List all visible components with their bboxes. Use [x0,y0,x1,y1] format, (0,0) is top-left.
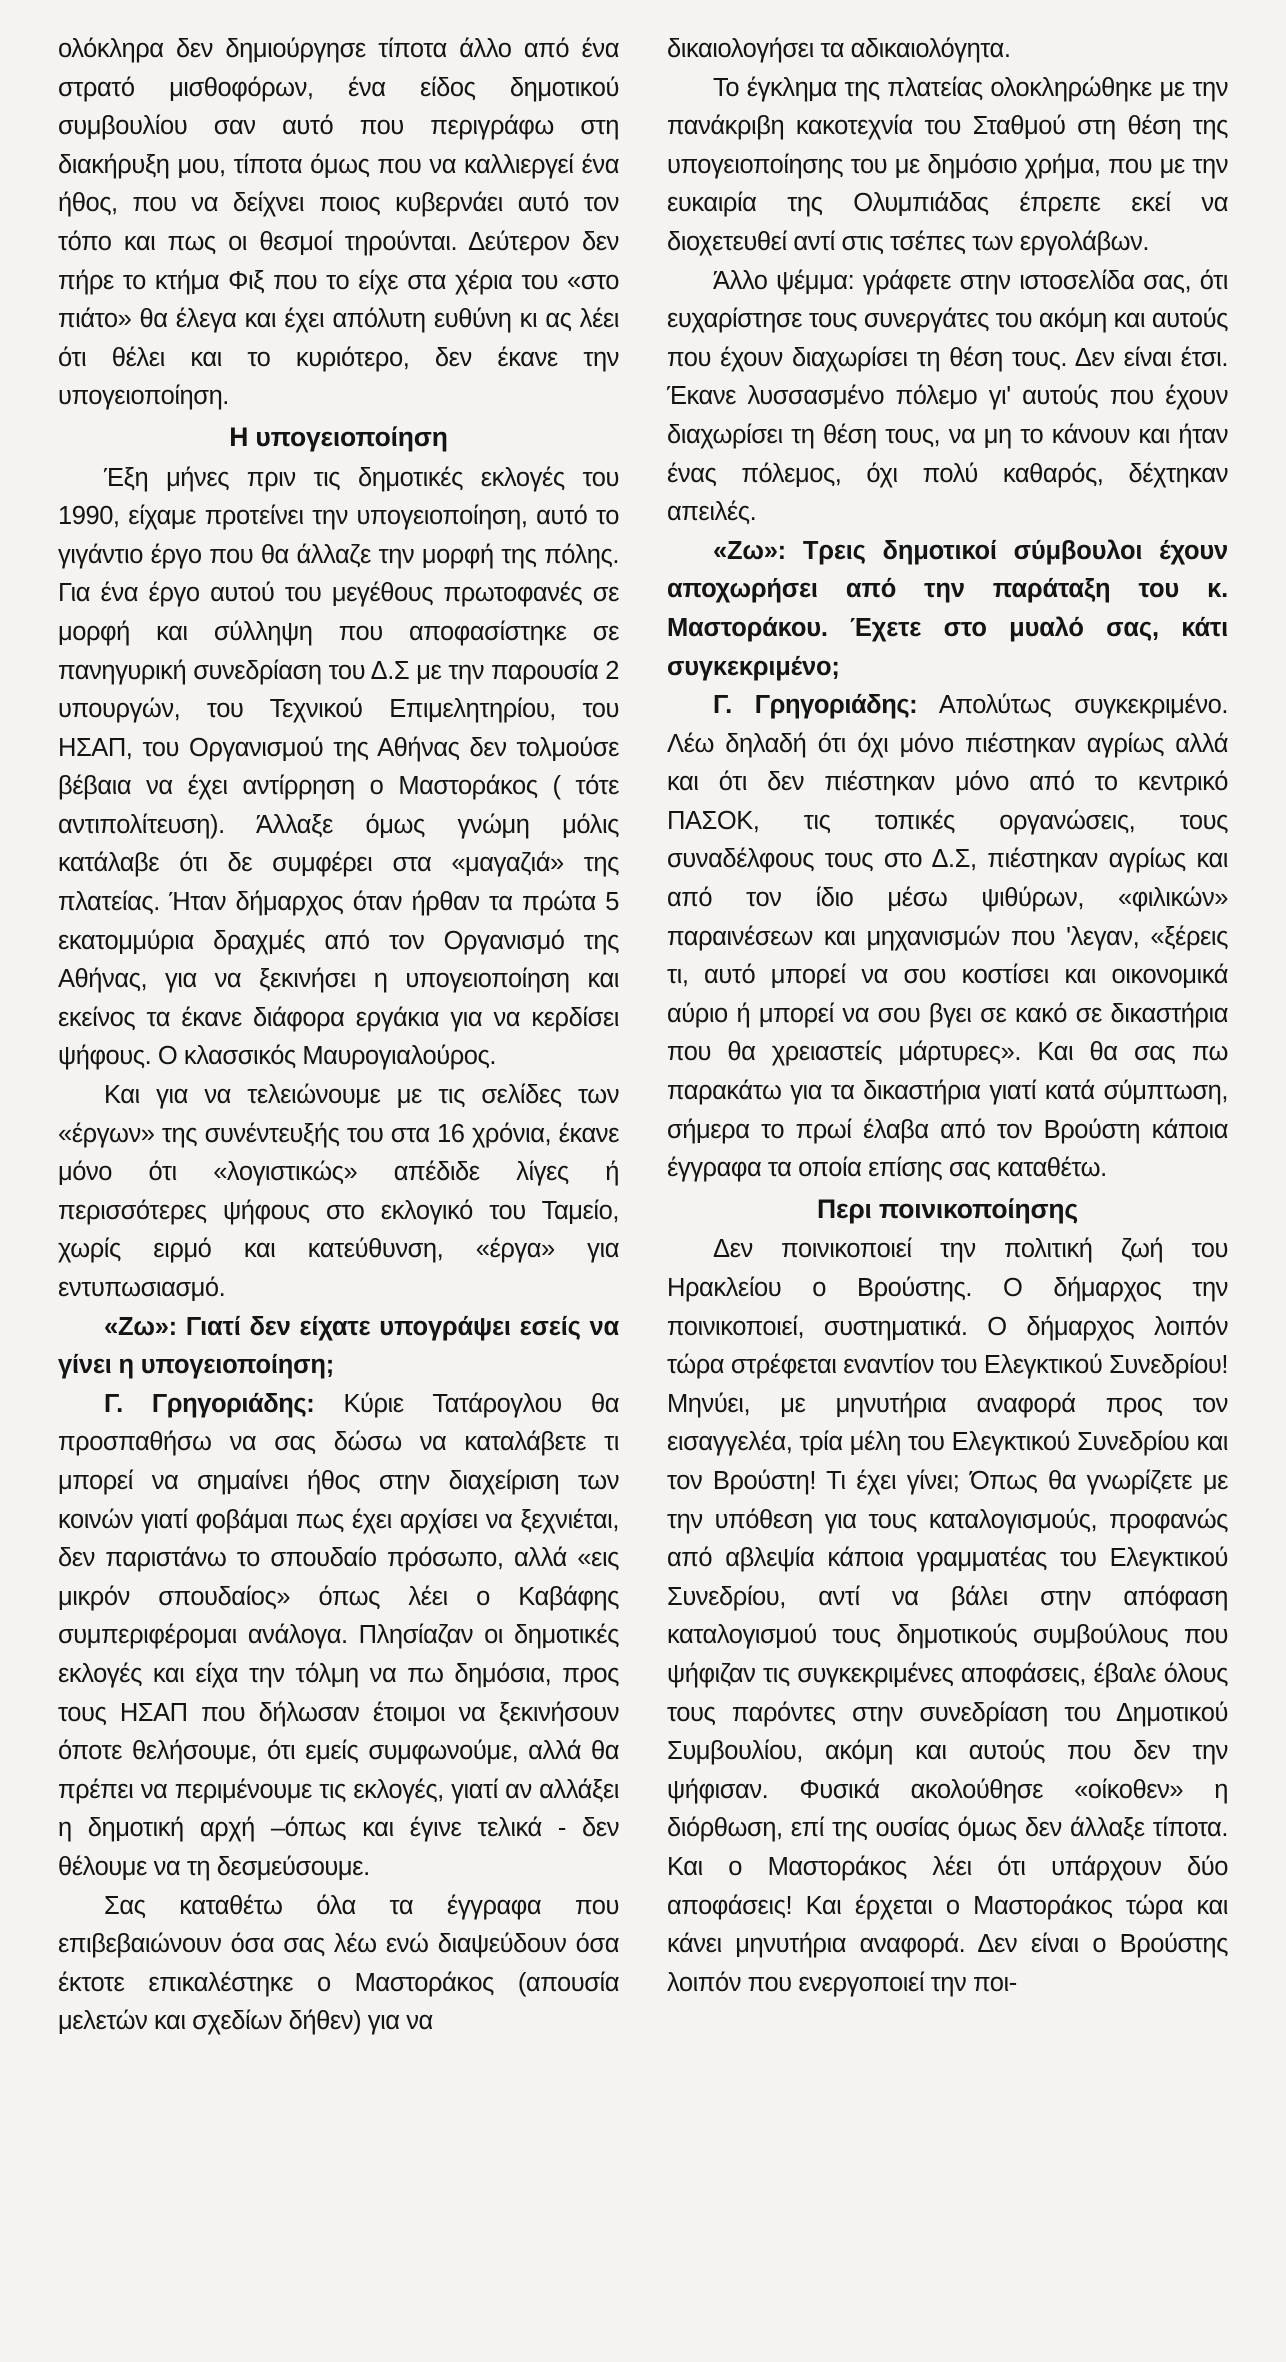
paragraph: Δεν ποινικοποιεί την πολιτική ζωή του Ηρακλείου ο Βρούστης. Ο δήμαρχος την ποινικοποιεί, συστηματικά. Ο δήμαρχος λοιπόν τώρα στρέφεται εναντίον του Ελεγκτικού Συνεδρίου! Μηνύει, με μηνυτήρια αναφορά προς τον εισαγγελέα, τρία μέλη του Ελεγκτικού Συνεδρίου και τον Βρούστη! Τι έχει γίνει; Όπως θα γνωρίζετε με την υπόθεση για τους καταλογισμούς, προφανώς από αβλεψία κάποια γραμματέας του Ελεγκτικού Συνεδρίου, αντί να βάλει στην απόφαση καταλογισμού τους δημοτικούς συμβούλους που ψήφιζαν τις συγκεκριμένες αποφάσεις, έβαλε όλους τους παρόντες στην συνεδρίαση του Δημοτικού Συμβουλίου, ακόμη και αυτούς που δεν την ψήφισαν. Φυσικά ακολούθησε «οίκοθεν» η διόρθωση, επί της ουσίας όμως δεν άλλαξε τίποτα. Και ο Μαστοράκος λέει ότι υπάρχουν δύο αποφάσεις! Και έρχεται ο Μαστοράκος τώρα και κάνει μηνυτήρια αναφορά. Δεν είναι ο Βρούστης λοιπόν που ενεργοποιεί την ποι- [667,1235,1228,1997]
paragraph [58,1385,619,1887]
interview-question: «Ζω»: Τρεις δημοτικοί σύμβουλοι έχουν αποχωρήσει από την παράταξη του κ. Μαστοράκου. Έχετε στο μυαλό σας, κάτι συγκεκριμένο; [667,536,1228,681]
paragraph: Έξη μήνες πριν τις δημοτικές εκλογές του 1990, είχαμε προτείνει την υπογειοποίηση, αυτό το γιγάντιο έργο που θα άλλαζε την μορφή της πόλης. Για ένα έργο αυτού του μεγέθους πρωτοφανές σε μορφή και σύλληψη που αποφασίστηκε σε πανηγυρική συνεδρίαση του Δ.Σ με την παρουσία 2 υπουργών, του Τεχνικού Επιμελητηρίου, του ΗΣΑΠ, του Οργανισμού της Αθήνας δεν τολμούσε βέβαια να έχει αντίρρηση ο Μαστοράκος ( τότε αντιπολίτευση). Άλλαξε όμως γνώμη μόλις κατάλαβε ότι δε συμφέρει στα «μαγαζιά» της πλατείας. Ήταν δήμαρχος όταν ήρθαν τα πρώτα 5 εκατομμύρια δραχμές από τον Οργανισμό της Αθήνας, για να ξεκινήσει η υπογειοποίηση και εκείνος τα έκανε διάφορα εργάκια για να κερδίσει ψήφους. Ο κλασσικός Μαυρογιαλούρος. [58,463,619,1071]
section-heading: Η υπογειοποίηση [229,421,448,452]
paragraph: δικαιολογήσει τα αδικαιολόγητα. [667,35,1011,63]
paragraph: Άλλο ψέμμα: γράφετε στην ιστοσελίδα σας, ότι ευχαρίστησε τους συνεργάτες του ακόμη και αυτούς που έχουν διαχωρίσει τη θέση τους. Δεν είναι έτσι. Έκανε λυσσασμένο πόλεμο γι' αυτούς που έχουν διαχωρίσει τη θέση τους, να μη το κάνουν και ήταν ένας πόλεμος, όχι πολύ καθαρός, δέχτηκαν απειλές. [667,266,1228,527]
text-column-left [58,30,619,2041]
speaker-name: Γ. Γρηγοριάδης: [713,691,918,720]
paragraph-text: Απολύτως συγκεκριμένο. Λέω δηλαδή ότι όχι μόνο πιέστηκαν αγρίως αλλά και ότι δεν πιέστηκαν μόνο από το κεντρικό ΠΑΣΟΚ, τις τοπικές οργανώσεις, τους συναδέλφους τους στο Δ.Σ, πιέστηκαν αγρίως και από τον ίδιο μέσω ψιθύρων, «φιλικών» παραινέσεων και μηχανισμών που 'λεγαν, «ξέρεις τι, αυτό μπορεί να σου κοστίσει και οικονομικά αύριο ή μπορεί να σου βγει σε κακό σε δικαστήρια που θα χρειαστείς μάρτυρες». Και θα σας πω παρακάτω για τα δικαστήρια γιατί κατά σύμπτωση, σήμερα το πρωί έλαβα από τον Βρούστη κάποια έγγραφα τα οποία επίσης σας καταθέτω. [667,691,1228,1183]
paragraph: Το έγκλημα της πλατείας ολοκληρώθηκε με την πανάκριβη κακοτεχνία του Σταθμού στη θέση της υπογειοποίησης του με δημόσιο χρήμα, που με την ευκαιρία της Ολυμπιάδας έπρεπε εκεί να διοχετευθεί αντί στις τσέπες των εργολάβων. [667,73,1228,256]
paragraph: Σας καταθέτω όλα τα έγγραφα που επιβεβαιώνουν όσα σας λέω ενώ διαψεύδουν όσα έκτοτε επικαλέστηκε ο Μαστοράκος (απουσία μελετών και σχεδίων δήθεν) για να [58,1891,619,2036]
paragraph [667,686,1228,1188]
section-heading: Περι ποινικοποίησης [817,1193,1078,1224]
interview-question: «Ζω»: Γιατί δεν είχατε υπογράψει εσείς να γίνει η υπογειοποίηση; [58,1312,619,1380]
speaker-name: Γ. Γρηγοριάδης: [104,1389,315,1418]
paragraph: Και για να τελειώνουμε με τις σελίδες των «έργων» της συνέντευξής του στα 16 χρόνια, έκανε μόνο ότι «λογιστικώς» απέδιδε λίγες ή περισσότερες ψήφους στο εκλογικό του Ταμείο, χωρίς ειρμό και κατεύθυνση, «έργα» για εντυπωσιασμό. [58,1081,619,1302]
text-column-right [667,30,1228,2041]
paragraph: ολόκληρα δεν δημιούργησε τίποτα άλλο από ένα στρατό μισθοφόρων, ένα είδος δημοτικού συμβουλίου σαν αυτό που περιγράφω στη διακήρυξη μου, τίποτα όμως που να καλλιεργεί ένα ήθος, που να δείχνει ποιος κυβερνάει αυτό τον τόπο και πως οι θεσμοί τηρούνται. Δεύτερον δεν πήρε το κτήμα Φιξ που το είχε στα χέρια του «στο πιάτο» θα έλεγα και έχει απόλυτη ευθύνη κι ας λέει ότι θέλει και το κυριότερο, δεν έκανε την υπογειοποίηση. [58,35,619,411]
paragraph-text: Κύριε Τατάρογλου θα προσπαθήσω να σας δώσω να καταλάβετε τι μπορεί να σημαίνει ήθος στην διαχείριση των κοινών γιατί φοβάμαι πως έχει αρχίσει να ξεχνιέται, δεν παριστάνω το σπουδαίο πρόσωπο, αλλά «εις μικρόν σπουδαίος» όπως λέει ο Καβάφης συμπεριφέρομαι ανάλογα. Πλησίαζαν οι δημοτικές εκλογές και είχα την τόλμη να πω δημόσια, προς τους ΗΣΑΠ που δήλωσαν έτοιμοι να ξεκινήσουν όποτε θελήσουμε, ότι εμείς συμφωνούμε, αλλά θα πρέπει να περιμένουμε τις εκλογές, γιατί αν αλλάξει η δημοτική αρχή –όπως και έγινε τελικά - δεν θέλουμε να τη δεσμεύσουμε. [58,1389,619,1881]
